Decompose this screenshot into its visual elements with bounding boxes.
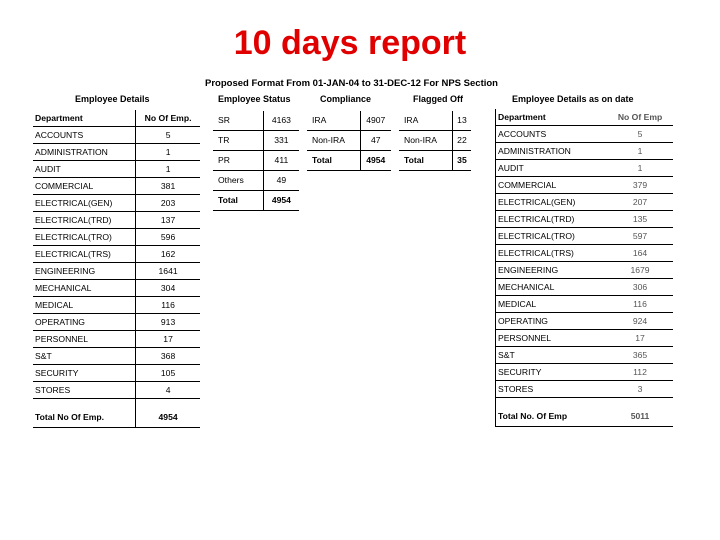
row-label: Others [213,171,263,191]
total-row [496,406,674,427]
table-row [213,171,299,191]
table-row [33,331,200,348]
row-value: 1679 [607,262,673,279]
table-row [33,263,200,280]
table-row [496,126,674,143]
row-label: ADMINISTRATION [496,143,608,160]
column-header-count: No Of Emp. [136,110,200,127]
row-value: 924 [607,313,673,330]
row-value: 35 [452,151,471,171]
row-label: Non-IRA [307,131,360,151]
table-row [496,160,674,177]
row-value: 22 [452,131,471,151]
table-row [33,195,200,212]
row-value: 913 [136,314,200,331]
row-value: 381 [136,178,200,195]
row-value: 368 [136,348,200,365]
table-row [33,348,200,365]
table-row [213,111,299,131]
table-row [496,381,674,398]
employee-details-heading: Employee Details [75,94,150,104]
spacer-row [33,399,200,408]
table-row [307,131,391,151]
row-label: ELECTRICAL(TRD) [496,211,608,228]
table-row [496,347,674,364]
table-row [33,161,200,178]
row-label: PERSONNEL [33,331,136,348]
row-label: ADMINISTRATION [33,144,136,161]
table-row [307,111,391,131]
table-row [399,151,471,171]
row-value: 105 [136,365,200,382]
table-row [33,127,200,144]
table-row [213,191,299,211]
row-value: 1 [607,160,673,177]
table-row [496,296,674,313]
row-label: MEDICAL [33,297,136,314]
row-label: PERSONNEL [496,330,608,347]
total-row [33,407,200,428]
row-value: 597 [607,228,673,245]
row-label: ACCOUNTS [33,127,136,144]
row-value: 1 [136,161,200,178]
row-label: OPERATING [33,314,136,331]
row-value: 365 [607,347,673,364]
table-row [496,228,674,245]
row-label: ELECTRICAL(TRS) [496,245,608,262]
row-label: ELECTRICAL(GEN) [33,195,136,212]
row-value: 1 [607,143,673,160]
row-label: ELECTRICAL(GEN) [496,194,608,211]
employee-status-table [213,111,299,211]
row-label: Total [213,191,263,211]
flagged-off-table [399,111,471,171]
row-value: 4163 [263,111,299,131]
row-value: 13 [452,111,471,131]
row-value: 3 [607,381,673,398]
row-value: 379 [607,177,673,194]
report-subtitle: Proposed Format From 01-JAN-04 to 31-DEC-12 For NPS Section [205,78,498,89]
employee-status-heading: Employee Status [218,94,291,104]
table-header-row [496,109,674,126]
row-value: 203 [136,195,200,212]
row-label: ENGINEERING [33,263,136,280]
row-value: 137 [136,212,200,229]
total-value: 4954 [136,407,200,428]
row-label: ELECTRICAL(TRO) [33,229,136,246]
row-value: 116 [607,296,673,313]
table-row [496,177,674,194]
row-label: MECHANICAL [496,279,608,296]
row-value: 4 [136,382,200,399]
table-row [496,364,674,381]
row-value: 5 [607,126,673,143]
row-label: S&T [33,348,136,365]
row-label: SECURITY [496,364,608,381]
table-row [33,280,200,297]
row-value: 17 [136,331,200,348]
table-row [496,143,674,160]
table-row [33,382,200,399]
row-value: 47 [360,131,391,151]
row-value: 596 [136,229,200,246]
employee-details-date-table [495,109,673,427]
row-value: 49 [263,171,299,191]
flagged-off-heading: Flagged Off [413,94,463,104]
row-label: AUDIT [33,161,136,178]
column-header-department: Department [496,109,608,126]
table-row [213,151,299,171]
row-value: 331 [263,131,299,151]
table-row [399,111,471,131]
table-row [496,194,674,211]
row-label: Total [399,151,452,171]
row-value: 112 [607,364,673,381]
total-label: Total No Of Emp. [33,407,136,428]
row-label: ELECTRICAL(TRS) [33,246,136,263]
row-value: 411 [263,151,299,171]
employee-details-date-heading: Employee Details as on date [512,94,634,104]
row-value: 164 [607,245,673,262]
row-label: ELECTRICAL(TRD) [33,212,136,229]
row-label: STORES [496,381,608,398]
total-value: 5011 [607,406,673,427]
table-row [307,151,391,171]
table-row [33,212,200,229]
row-label: ENGINEERING [496,262,608,279]
column-header-department: Department [33,110,136,127]
total-label: Total No. Of Emp [496,406,608,427]
table-row [496,279,674,296]
table-row [496,245,674,262]
row-value: 116 [136,297,200,314]
table-row [33,246,200,263]
table-row [496,313,674,330]
table-row [33,229,200,246]
row-label: SECURITY [33,365,136,382]
row-label: IRA [307,111,360,131]
employee-details-table [33,110,200,428]
row-label: PR [213,151,263,171]
row-value: 135 [607,211,673,228]
row-value: 1 [136,144,200,161]
row-label: ACCOUNTS [496,126,608,143]
table-row [33,314,200,331]
spacer-row [496,398,674,407]
row-value: 304 [136,280,200,297]
row-label: IRA [399,111,452,131]
row-label: AUDIT [496,160,608,177]
row-label: COMMERCIAL [496,177,608,194]
row-value: 1641 [136,263,200,280]
table-row [33,297,200,314]
row-value: 306 [607,279,673,296]
table-row [33,178,200,195]
row-label: STORES [33,382,136,399]
table-row [399,131,471,151]
row-value: 207 [607,194,673,211]
table-row [496,330,674,347]
table-row [496,211,674,228]
row-label: S&T [496,347,608,364]
row-value: 4907 [360,111,391,131]
table-row [33,365,200,382]
row-value: 4954 [360,151,391,171]
row-label: SR [213,111,263,131]
table-row [496,262,674,279]
row-value: 17 [607,330,673,347]
row-value: 5 [136,127,200,144]
row-label: TR [213,131,263,151]
table-row [33,144,200,161]
table-row [213,131,299,151]
row-value: 4954 [263,191,299,211]
table-header-row [33,110,200,127]
row-label: Non-IRA [399,131,452,151]
row-label: Total [307,151,360,171]
row-label: COMMERCIAL [33,178,136,195]
row-label: ELECTRICAL(TRO) [496,228,608,245]
row-value: 162 [136,246,200,263]
row-label: MEDICAL [496,296,608,313]
compliance-table [307,111,391,171]
slide-title: 10 days report [233,24,467,62]
row-label: MECHANICAL [33,280,136,297]
column-header-count: No Of Emp [607,109,673,126]
compliance-heading: Compliance [320,94,372,104]
row-label: OPERATING [496,313,608,330]
